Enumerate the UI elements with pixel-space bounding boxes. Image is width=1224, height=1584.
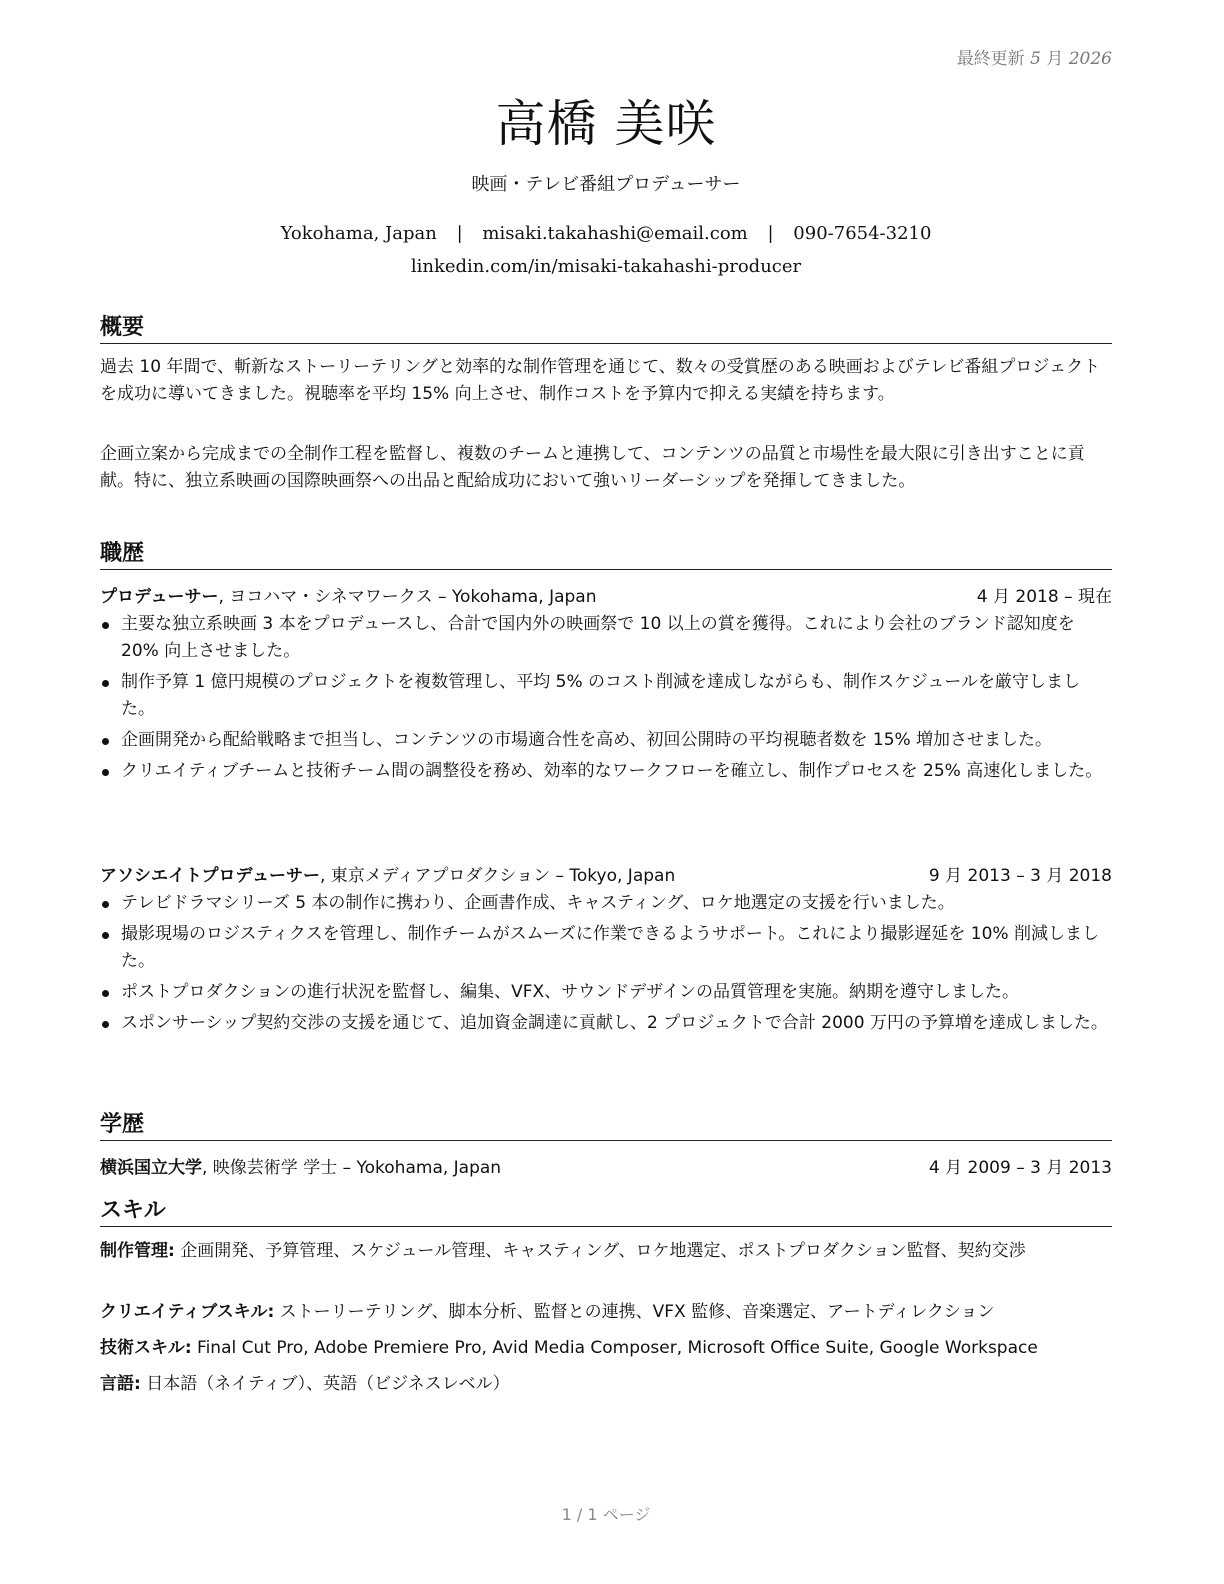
- job-dates: 4 月 2018 – 現在: [976, 587, 1112, 607]
- skill-value: 日本語（ネイティブ）、英語（ビジネスレベル）: [140, 1374, 510, 1394]
- candidate-name: 高橋 美咲: [495, 95, 717, 153]
- contact-line: [100, 223, 1112, 244]
- school-name: 横浜国立大学: [100, 1158, 202, 1178]
- email-link[interactable]: misaki.takahashi@email.com: [482, 223, 748, 244]
- job-header-1: [100, 582, 1112, 607]
- skill-row: [100, 1238, 1112, 1265]
- list-item: スポンサーシップ契約交渉の支援を通じて、追加資金調達に貢献し、2 プロジェクトで合計 2000 万円の予算増を達成しました。: [100, 1010, 1112, 1037]
- updated-year: 2026: [1068, 49, 1112, 69]
- candidate-title: 映画・テレビ番組プロデューサー: [471, 174, 741, 195]
- list-item: 企画開発から配給戦略まで担当し、コンテンツの市場適合性を高め、初回公開時の平均視聴者数を 15% 増加させました。: [100, 727, 1112, 754]
- job-company: , 東京メディアプロダクション – Tokyo, Japan: [319, 866, 676, 886]
- skills-heading: スキル: [100, 1193, 1112, 1227]
- list-item: 主要な独立系映画 3 本をプロデュースし、合計で国内外の映画祭で 10 以上の賞を獲得。これにより会社のブランド認知度を 20% 向上させました。: [100, 611, 1112, 665]
- list-item: クリエイティブチームと技術チーム間の調整役を務め、効率的なワークフローを確立し、制作プロセスを 25% 高速化しました。: [100, 758, 1112, 785]
- list-item: ポストプロダクションの進行状況を監督し、編集、VFX、サウンドデザインの品質管理を実施。納期を遵守しました。: [100, 979, 1112, 1006]
- skill-value: Final Cut Pro, Adobe Premiere Pro, Avid Media Composer, Microsoft Office Suite, Google Workspace: [191, 1338, 1038, 1358]
- experience-heading: 職歴: [100, 536, 1112, 570]
- phone-text: 090-7654-3210: [793, 223, 932, 244]
- linkedin-link[interactable]: linkedin.com/in/misaki-takahashi-producer: [410, 256, 802, 277]
- updated-prefix: 最終更新: [956, 49, 1025, 69]
- summary-paragraph-2: 企画立案から完成までの全制作工程を監督し、複数のチームと連携して、コンテンツの品質と市場性を最大限に引き出すことに貢献。特に、独立系映画の国際映画祭への出品と配給成功において強いリーダーシップを発揮してきました。: [100, 444, 1085, 491]
- separator: |: [456, 223, 463, 244]
- skill-row: [100, 1299, 1112, 1326]
- page-number: 1 / 1 ページ: [561, 1505, 651, 1524]
- list-item: 制作予算 1 億円規模のプロジェクトを複数管理し、平均 5% のコスト削減を達成しながらも、制作スケジュールを厳守しました。: [100, 669, 1112, 723]
- skill-label: 技術スキル:: [100, 1338, 192, 1358]
- skill-row: [100, 1335, 1112, 1362]
- job-bullets-2: [100, 890, 1112, 1041]
- job-bullets-1: [100, 611, 1112, 789]
- job-company: , ヨコハマ・シネマワークス – Yokohama, Japan: [218, 587, 597, 607]
- skill-value: ストーリーテリング、脚本分析、監督との連携、VFX 監修、音楽選定、アートディレクション: [274, 1302, 995, 1322]
- skill-value: 企画開発、予算管理、スケジュール管理、キャスティング、ロケ地選定、ポストプロダクション監督、契約交渉: [174, 1241, 1026, 1261]
- skill-label: クリエイティブスキル:: [100, 1302, 275, 1322]
- resume-page: [100, 0, 1112, 1584]
- job-role: アソシエイトプロデューサー: [100, 866, 320, 886]
- job-role: プロデューサー: [100, 587, 219, 607]
- job-dates: 9 月 2013 – 3 月 2018: [928, 866, 1112, 886]
- education-dates: 4 月 2009 – 3 月 2013: [928, 1158, 1112, 1178]
- summary-paragraph-1: 過去 10 年間で、斬新なストーリーテリングと効率的な制作管理を通じて、数々の受賞歴のある映画およびテレビ番組プロジェクトを成功に導いてきました。視聴率を平均 15% 向上させ、制作コストを予算内で抑える実績を持ちます。: [100, 357, 1101, 404]
- list-item: テレビドラマシリーズ 5 本の制作に携わり、企画書作成、キャスティング、ロケ地選定の支援を行いました。: [100, 890, 1112, 917]
- updated-month-unit: 月: [1046, 49, 1064, 69]
- summary-heading: 概要: [100, 310, 1112, 344]
- degree-detail: , 映像芸術学 学士 – Yokohama, Japan: [202, 1158, 502, 1178]
- skill-label: 制作管理:: [100, 1241, 175, 1261]
- education-heading: 学歴: [100, 1107, 1112, 1141]
- list-item: 撮影現場のロジスティクスを管理し、制作チームがスムーズに作業できるようサポート。これにより撮影遅延を 10% 削減しました。: [100, 921, 1112, 975]
- location-text: Yokohama, Japan: [280, 223, 437, 244]
- education-entry: [100, 1153, 1112, 1178]
- job-header-2: [100, 861, 1112, 886]
- separator: |: [767, 223, 774, 244]
- skill-label: 言語:: [100, 1374, 141, 1394]
- last-updated: [957, 44, 1112, 69]
- updated-month: 5: [1030, 49, 1041, 69]
- skill-row: [100, 1371, 1112, 1398]
